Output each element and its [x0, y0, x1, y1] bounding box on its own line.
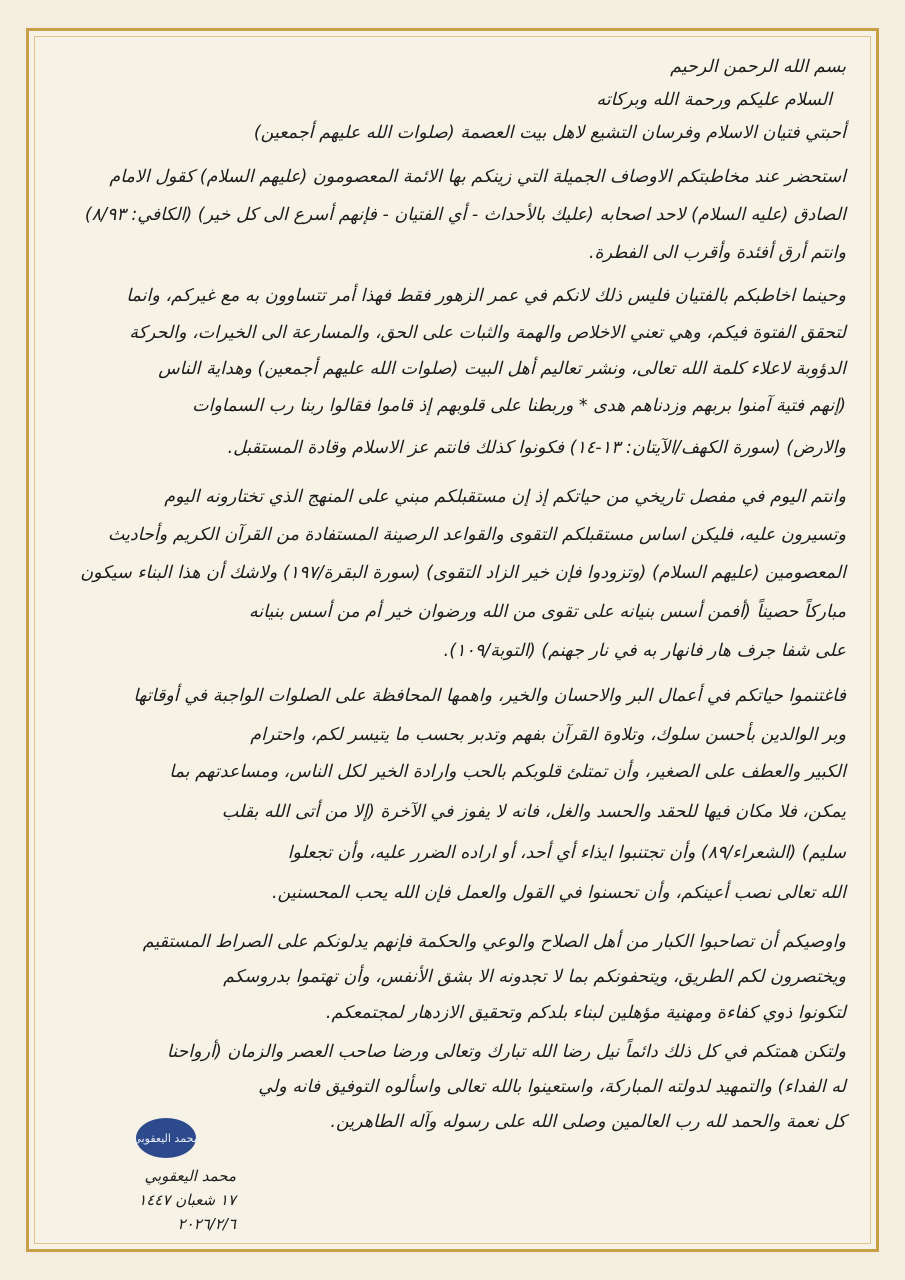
letter-line: لتحقق الفتوة فيكم، وهي تعني الاخلاص والهمة والثبات على الحق، والمسارعة الى الخيرات، والحركة: [129, 323, 846, 343]
signature-block: [76, 1118, 276, 1238]
letter-line: الدؤوبة لاعلاء كلمة الله تعالى، ونشر تعاليم أهل البيت (صلوات الله عليهم أجمعين) وهداية الناس: [158, 359, 846, 379]
letter-line: والارض) (سورة الكهف/الآيتان: ١٣-١٤) فكونوا كذلك فانتم عز الاسلام وقادة المستقبل.: [227, 438, 846, 458]
basmala-line: بسم الله الرحمن الرحيم: [670, 57, 846, 77]
letter-line: سليم) (الشعراء/٨٩) وأن تجتنبوا ايذاء أي أحد، أو اراده الضرر عليه، وأن تجعلوا: [287, 843, 846, 863]
letter-line: الصادق (عليه السلام) لاحد اصحابه (عليك بالأحداث - أي الفتيان - فإنهم أسرع الى كل خير) (الكافي: ٨/٩٣): [84, 205, 846, 225]
letter-line: وانتم أرق أفئدة وأقرب الى الفطرة.: [588, 243, 846, 263]
letter-line: وبر الوالدين بأحسن سلوك، وتلاوة القرآن بفهم وتدبر بحسب ما يتيسر لكم، واحترام: [250, 725, 846, 745]
letter-line: المعصومين (عليهم السلام) (وتزودوا فإن خير الزاد التقوى) (سورة البقرة/١٩٧) ولاشك أن هذا البناء سيكون: [80, 563, 846, 583]
letter-line: فاغتنموا حياتكم في أعمال البر والاحسان والخير، واهمها المحافظة على الصلوات الواجبة في أوقاتها: [133, 686, 846, 706]
letter-line: (إنهم فتية آمنوا بربهم وزدناهم هدى * وربطنا على قلوبهم إذ قاموا فقالوا ربنا رب السماوات: [192, 396, 846, 416]
letter-line: واوصيكم أن تصاحبوا الكبار من أهل الصلاح والوعي والحكمة فإنهم يدلونكم على الصراط المستقيم: [142, 932, 846, 952]
letter-line: يمكن، فلا مكان فيها للحقد والحسد والغل، فانه لا يفوز في الآخرة (إلا من أتى الله بقلب: [221, 802, 846, 822]
seal-stamp: محمد اليعقوبي: [136, 1118, 196, 1158]
handwritten-letter-body: [62, 52, 846, 1132]
letter-line: استحضر عند مخاطبتكم الاوصاف الجميلة التي زينكم بها الائمة المعصومون (عليهم السلام) كقول الامام: [109, 167, 846, 187]
letter-line: الكبير والعطف على الصغير، وأن تمتلئ قلوبكم بالحب وارادة الخير لكل الناس، ومساعدتهم بما: [169, 762, 846, 782]
letter-line: أحبتي فتيان الاسلام وفرسان التشيع لاهل بيت العصمة (صلوات الله عليهم أجمعين): [253, 123, 846, 143]
letter-line: ويختصرون لكم الطريق، ويتحفونكم بما لا تجدونه الا بشق الأنفس، وأن تهتموا بدروسكم: [223, 967, 846, 987]
signature-name: محمد اليعقوبي: [144, 1167, 236, 1185]
letter-line: وتسيرون عليه، فليكن اساس مستقبلكم التقوى والقواعد الرصينة المستفادة من القرآن الكريم وأحاديث: [107, 525, 846, 545]
letter-line: وحينما اخاطبكم بالفتيان فليس ذلك لانكم في عمر الزهور فقط فهذا أمر تتساوون به مع غيركم، وانما: [126, 286, 846, 306]
letter-line: مباركاً حصيناً (أفمن أسس بنيانه على تقوى من الله ورضوان خير أم من أسس بنيانه: [248, 602, 846, 622]
greeting-line: السلام عليكم ورحمة الله وبركاته: [596, 90, 832, 110]
letter-line: وانتم اليوم في مفصل تاريخي من حياتكم إذ إن مستقبلكم مبني على المنهج الذي تختارونه اليوم: [164, 487, 846, 507]
signature-hijri-date: ١٧ شعبان ١٤٤٧: [138, 1191, 236, 1209]
signature-gregorian-date: ٢٠٢٦/٢/٦: [177, 1215, 236, 1233]
letter-line: كل نعمة والحمد لله رب العالمين وصلى الله على رسوله وآله الطاهرين.: [330, 1112, 846, 1132]
letter-line: الله تعالى نصب أعينكم، وأن تحسنوا في القول والعمل فإن الله يحب المحسنين.: [271, 883, 846, 903]
letter-line: على شفا جرف هار فانهار به في نار جهنم) (التوبة/١٠٩).: [443, 641, 846, 661]
letter-line: ولتكن همتكم في كل ذلك دائماً نيل رضا الله تبارك وتعالى ورضا صاحب العصر والزمان (أرواحنا: [166, 1042, 846, 1062]
letter-line: له الفداء) والتمهيد لدولته المباركة، واستعينوا بالله تعالى واسألوه التوفيق فانه ولي: [258, 1077, 846, 1097]
letter-line: لتكونوا ذوي كفاءة ومهنية مؤهلين لبناء بلدكم وتحقيق الازدهار لمجتمعكم.: [325, 1003, 846, 1023]
